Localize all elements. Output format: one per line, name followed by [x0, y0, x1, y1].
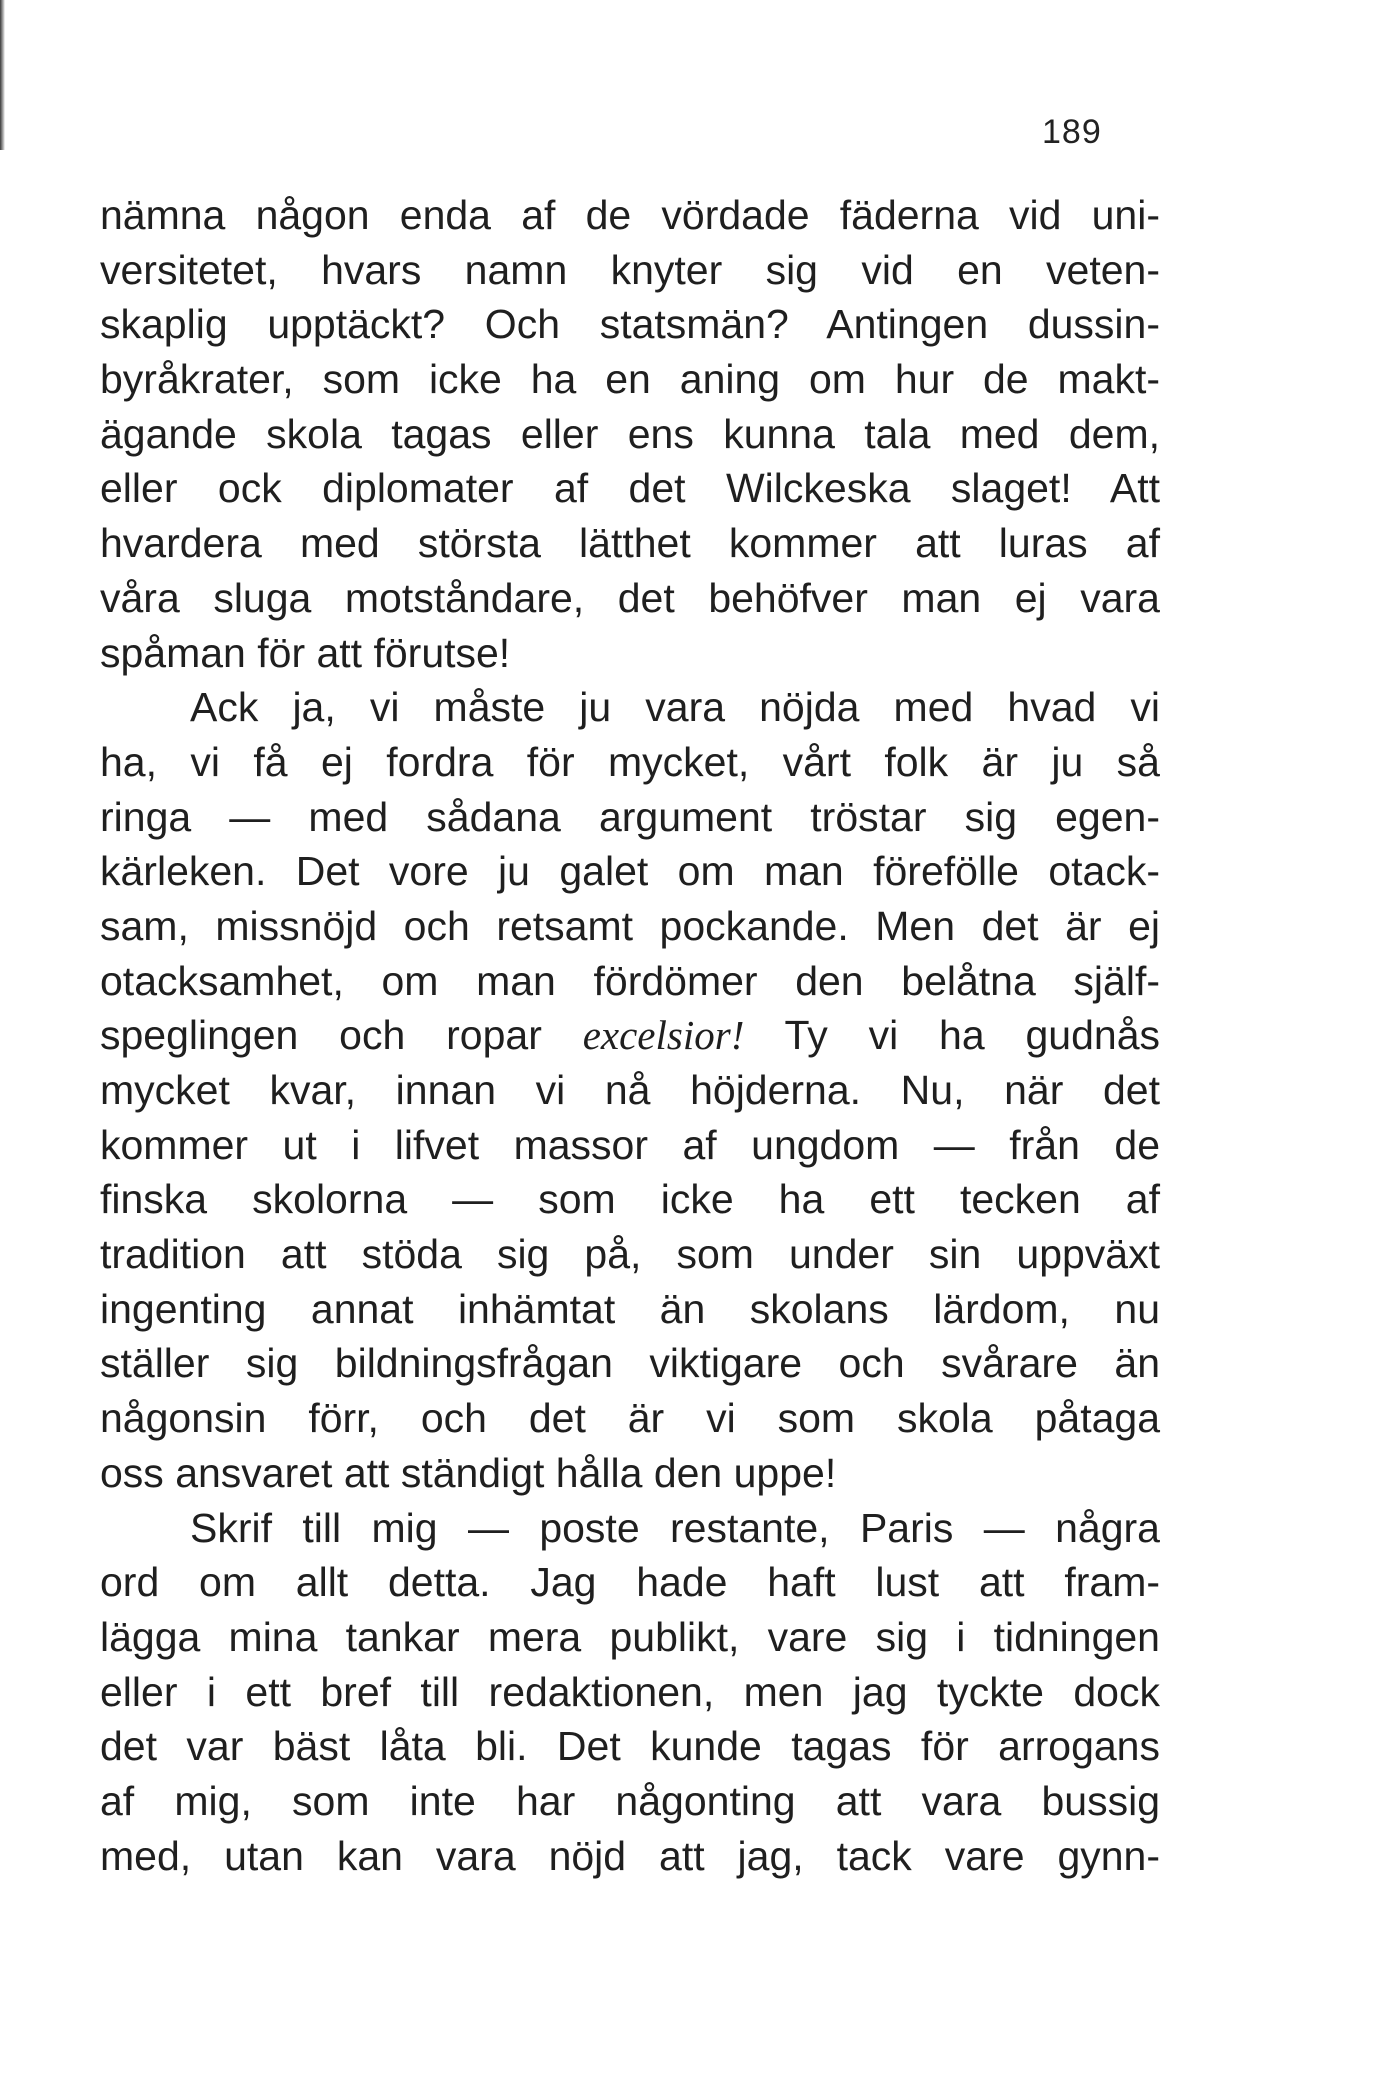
text-line: mycket kvar, innan vi nå höjderna. Nu, när det — [100, 1067, 1160, 1113]
text-line: våra sluga motståndare, det behöfver man ej vara — [100, 574, 1160, 621]
text-line: spåman för att förutse! — [100, 629, 511, 676]
text-line: ingenting annat inhämtat än skolans lärdom, nu — [100, 1285, 1160, 1332]
text-line: hvardera med största lätthet kommer att luras af — [100, 520, 1160, 567]
text-line: ord om allt detta. Jag hade haft lust att fram- — [100, 1559, 1160, 1606]
page-number: 189 — [1042, 113, 1102, 151]
text-line-with-emphasis — [100, 1008, 1160, 1063]
text-line: ringa — med sådana argument tröstar sig egen- — [100, 793, 1160, 840]
text-line: eller i ett bref till redaktionen, men jag tyckte dock — [100, 1668, 1160, 1715]
text-line: lägga mina tankar mera publikt, vare sig i tidningen — [100, 1613, 1160, 1660]
body-text — [100, 188, 1160, 1883]
text-line: någonsin förr, och det är vi som skola påtaga — [100, 1395, 1160, 1442]
text-line: af mig, som inte har någonting att vara bussig — [100, 1777, 1160, 1824]
text-line: kärleken. Det vore ju galet om man föreföllе otack- — [100, 848, 1160, 895]
paragraph-first-line: Ack ja, vi måste ju vara nöjda med hvad vi — [190, 684, 1160, 731]
text-line: tradition att stöda sig på, som under sin uppväxt — [100, 1231, 1160, 1278]
text-line: byråkrater, som icke ha en aning om hur de makt- — [100, 356, 1160, 403]
text-line: finska skolorna — som icke ha ett tecken af — [100, 1176, 1160, 1223]
text-line: ställer sig bildningsfrågan viktigare och svårare än — [100, 1340, 1160, 1387]
page-edge-shadow — [0, 0, 5, 150]
text-line: nämna någon enda af de vördade fäderna vid uni- — [100, 192, 1160, 238]
paragraph-first-line: Skrif till mig — poste restante, Paris — några — [190, 1504, 1160, 1551]
text-line: ägande skola tagas eller ens kunna tala med dem, — [100, 410, 1160, 457]
text-line: med, utan kan vara nöjd att jag, tack vare gynn- — [100, 1832, 1160, 1879]
text-line: ha, vi få ej fordra för mycket, vårt folk är ju så — [100, 738, 1160, 785]
emphasis-word: excelsior! — [582, 1012, 745, 1059]
text-line: kommer ut i lifvet massor af ungdom — från de — [100, 1121, 1160, 1168]
text-line: versitetet, hvars namn knyter sig vid en veten- — [100, 246, 1160, 293]
line-segment: Ty vi ha gudnås — [744, 1012, 1160, 1059]
line-segment: speglingen och ropar — [100, 1012, 583, 1059]
text-line: eller ock diplomater af det Wilckeska slaget! Att — [100, 465, 1160, 512]
text-line: oss ansvaret att ständigt hålla den uppe! — [100, 1449, 837, 1496]
text-line: skaplig upptäckt? Och statsmän? Antingen dussin- — [100, 301, 1160, 348]
text-line: otacksamhet, om man fördömer den belåtna själf- — [100, 957, 1160, 1004]
text-line: det var bäst låta bli. Det kunde tagas för arrogans — [100, 1723, 1160, 1770]
text-line: sam, missnöjd och retsamt pockande. Men det är ej — [100, 902, 1160, 949]
